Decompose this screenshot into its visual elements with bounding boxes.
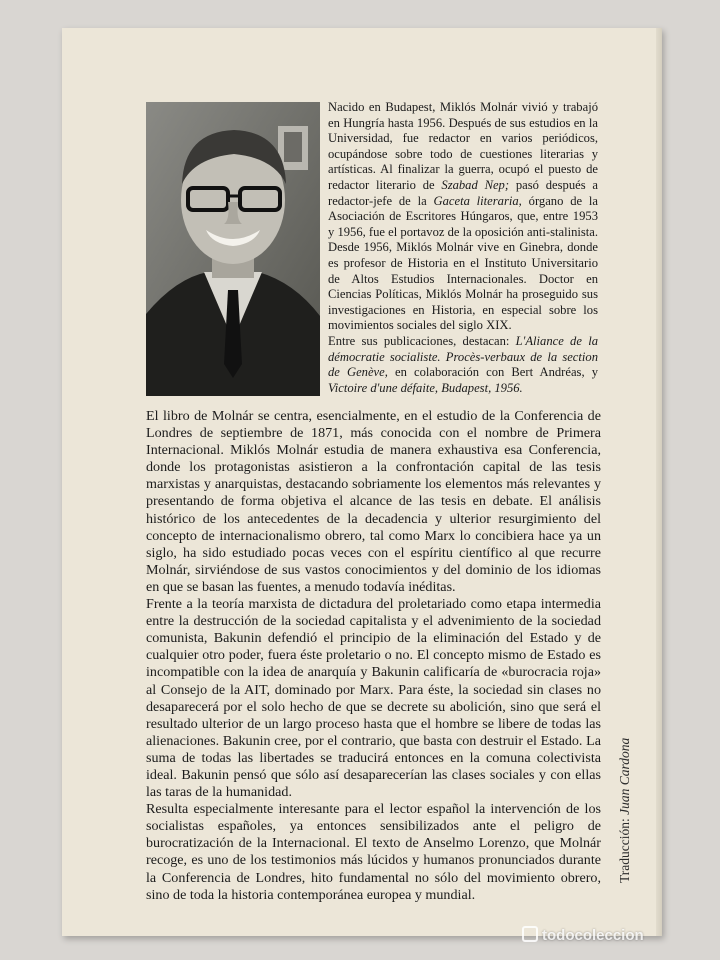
bio-italic-gaceta-literaria: Gaceta literaria, (433, 193, 522, 208)
bio-text: pasó después a redactor-jefe de la (328, 177, 598, 208)
synopsis-paragraph-1: El libro de Molnár se centra, esencialmente, en el estudio de la Conferencia de Londres de septiembre de 1871, más conocida con el nombre de Primera Internacional. Miklós Molnár estudia de manera exhaustiva esa Conferencia, donde los protagonistas asistieron a la confrontación capital de las tesis marxistas y anarquistas, destacando sobriamente los elementos más relevantes y presentando de forma objetiva el alcance de las tesis en debate. El análisis histórico de los antecedentes de la decadencia y ulterior resurgimiento del concepto de internacionalismo obrero, tal como Marx lo concibiera hace ya un siglo, ha sido estudiado pocas veces con el espíritu científico al que recurre Molnár, sirviéndose de sus vastos conocimientos y del dominio de los idiomas en que se basan las fuentes, a menudo todavía inéditas. (146, 408, 601, 595)
translator-name: Juan Cardona (617, 737, 632, 815)
author-biography (328, 100, 598, 396)
synopsis-paragraph-3: Resulta especialmente interesante para el lector español la intervención de los socialistas españoles, ya entonces sensibilizados ante el peligro de burocratización de la Internacional. El texto de Anselmo Lorenzo, que Molnár recoge, es uno de los testimonios más lúcidos y humanos pronunciados durante la Conferencia de Londres, hito fundamental no sólo del movimiento obrero, sino de toda la historia contemporánea europea y mundial. (146, 801, 601, 903)
bio-publications (328, 334, 598, 396)
watermark-logo-icon (522, 926, 538, 942)
pubs-text: en colaboración con Bert Andréas, y (387, 365, 598, 380)
translator-label: Traducción: (617, 814, 632, 883)
book-back-cover (62, 28, 662, 936)
author-portrait-graphic (146, 102, 320, 396)
synopsis (146, 408, 601, 904)
pubs-italic-aliance: L'Aliance de la démocratie socialiste. Procès-verbaux de la section de Genève, (328, 333, 598, 380)
pubs-italic-victoire: Victoire d'une défaite, Budapest, 1956. (328, 380, 523, 395)
bio-text: órgano de la Asociación de Escritores Húngaros, que, entre 1953 y 1956, fue el portavoz de la oposición anti-stalinista. Desde 1956, Miklós Molnár vive en Ginebra, donde es profesor de Historia en el Instituto Universitario de Altos Estudios Internacionales. Doctor en Ciencias Políticas, Miklós Molnár ha proseguido sus investigaciones en Historia, en especial sobre los movimientos sociales del siglo XIX. (328, 193, 599, 333)
translator-credit (617, 623, 637, 883)
watermark-text: todocoleccion (542, 927, 644, 944)
synopsis-paragraph-2: Frente a la teoría marxista de dictadura del proletariado como etapa intermedia entre la destrucción de la sociedad capitalista y el advenimiento de la sociedad comunista, Bakunin defendió el principio de la eliminación del Estado y de cualquier otro poder, fuera éste proletario o no. El concepto mismo de Estado es incompatible con la idea de anarquía y Bakunin calificaría de «burocracia roja» al Consejo de la AIT, dominado por Marx. Para éste, la sociedad sin clases no desaparecerá por el solo hecho de que se decrete su abolición, sino que será el resultado ulterior de un largo proceso hasta que el hombre se libere de todas las alienaciones. Bakunin cree, por el contrario, que basta con destruir el Estado. La suma de todas las libertades se traducirá entonces en la comuna colectivista ideal. Bakunin pensó que sólo así desaparecerían las clases sociales y con ellas las taras de la humanidad. (146, 596, 601, 801)
bio-italic-szabad-nep: Szabad Nep; (441, 177, 510, 192)
bio-text: Nacido en Budapest, Miklós Molnár vivió y trabajó en Hungría hasta 1956. Después de sus estudios en la Universidad, fue redactor en varios periódicos, ocupándose sobre todo de cuestiones literarias y artísticas. Al finalizar la guerra, ocupó el puesto de redactor literario de (328, 100, 598, 192)
site-watermark (522, 926, 644, 944)
author-portrait (146, 102, 320, 396)
bio-paragraph (328, 100, 598, 334)
pubs-text: Entre sus publicaciones, destacan: (328, 333, 516, 348)
